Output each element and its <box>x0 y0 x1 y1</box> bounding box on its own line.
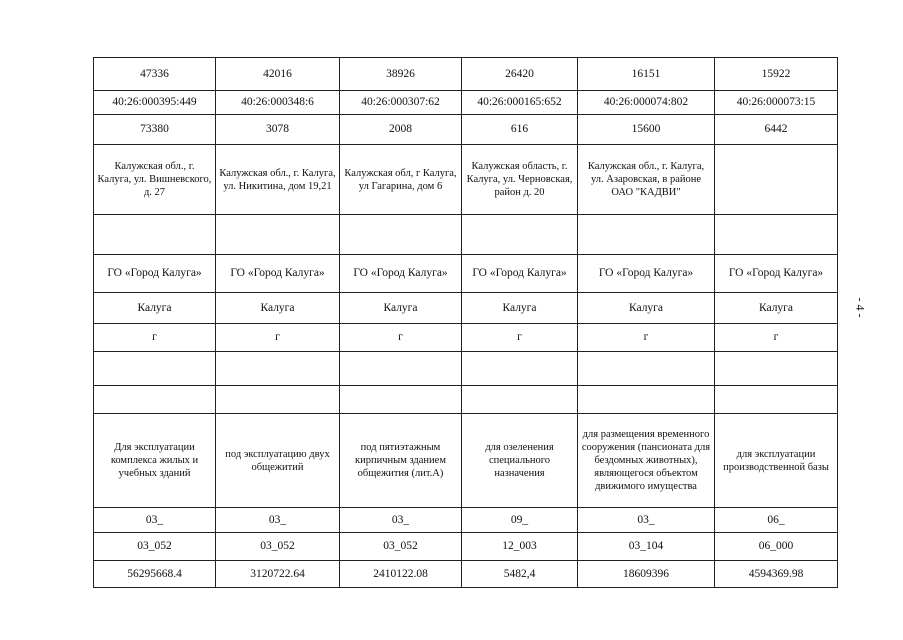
city: Калуга <box>94 293 216 324</box>
city: Калуга <box>578 293 715 324</box>
table-row-code1 <box>94 508 838 533</box>
empty-cell <box>715 386 838 414</box>
permitted-use: для эксплуатации производственной базы <box>715 414 838 508</box>
use-code: 03_ <box>578 508 715 533</box>
area-value: 6442 <box>715 115 838 145</box>
permitted-use: под эксплуатацию двух общежитий <box>216 414 340 508</box>
table-row-value <box>94 561 838 588</box>
settlement-type: г <box>216 324 340 352</box>
municipality: ГО «Город Калуга» <box>462 255 578 293</box>
table-row-type <box>94 324 838 352</box>
empty-cell <box>715 352 838 386</box>
city: Калуга <box>216 293 340 324</box>
empty-cell <box>340 386 462 414</box>
use-subcode: 06_000 <box>715 533 838 561</box>
table-row-use <box>94 414 838 508</box>
cadastral-value: 18609396 <box>578 561 715 588</box>
table-row-code2 <box>94 533 838 561</box>
cadastral-value: 4594369.98 <box>715 561 838 588</box>
empty-cell <box>94 352 216 386</box>
area-value: 2008 <box>340 115 462 145</box>
record-number: 38926 <box>340 58 462 91</box>
use-code: 03_ <box>94 508 216 533</box>
empty-cell <box>340 215 462 255</box>
address: Калужская обл, г Калуга, ул Гагарина, дом 6 <box>340 145 462 215</box>
use-code: 06_ <box>715 508 838 533</box>
permitted-use: Для эксплуатации комплекса жилых и учебных зданий <box>94 414 216 508</box>
cadastral-value: 2410122.08 <box>340 561 462 588</box>
cadastral-number: 40:26:000348:6 <box>216 91 340 115</box>
settlement-type: г <box>578 324 715 352</box>
empty-cell <box>578 386 715 414</box>
municipality: ГО «Город Калуга» <box>94 255 216 293</box>
record-number: 42016 <box>216 58 340 91</box>
table-row-city <box>94 293 838 324</box>
cadastral-number: 40:26:000395:449 <box>94 91 216 115</box>
table-row-n <box>94 58 838 91</box>
permitted-use: для размещения временного сооружения (пансионата для бездомных животных), являющегося объектом движимого имущества <box>578 414 715 508</box>
cadastral-value: 56295668.4 <box>94 561 216 588</box>
record-number: 15922 <box>715 58 838 91</box>
use-subcode: 12_003 <box>462 533 578 561</box>
permitted-use: под пятиэтажным кирпичным зданием общежития (лит.А) <box>340 414 462 508</box>
address: Калужская обл., г. Калуга, ул. Никитина, дом 19,21 <box>216 145 340 215</box>
address: Калужская обл., г. Калуга, ул. Азаровская, в районе ОАО "КАДВИ" <box>578 145 715 215</box>
city: Калуга <box>715 293 838 324</box>
table-row-blank1 <box>94 215 838 255</box>
area-value: 3078 <box>216 115 340 145</box>
address: Калужская область, г. Калуга, ул. Черновская, район д. 20 <box>462 145 578 215</box>
settlement-type: г <box>715 324 838 352</box>
settlement-type: г <box>462 324 578 352</box>
empty-cell <box>94 386 216 414</box>
area-value: 15600 <box>578 115 715 145</box>
record-number: 26420 <box>462 58 578 91</box>
empty-cell <box>462 386 578 414</box>
cadastral-number: 40:26:000165:652 <box>462 91 578 115</box>
use-code: 09_ <box>462 508 578 533</box>
use-subcode: 03_052 <box>94 533 216 561</box>
use-code: 03_ <box>340 508 462 533</box>
municipality: ГО «Город Калуга» <box>340 255 462 293</box>
empty-cell <box>578 352 715 386</box>
empty-cell <box>216 215 340 255</box>
empty-cell <box>94 215 216 255</box>
area-value: 73380 <box>94 115 216 145</box>
empty-cell <box>462 215 578 255</box>
cadastral-value: 3120722.64 <box>216 561 340 588</box>
empty-cell <box>216 352 340 386</box>
use-subcode: 03_052 <box>340 533 462 561</box>
table-row-blank3 <box>94 386 838 414</box>
table-row-area <box>94 115 838 145</box>
permitted-use: для озеленения специального назначения <box>462 414 578 508</box>
address: Калужская обл., г. Калуга, ул. Вишневского, д. 27 <box>94 145 216 215</box>
municipality: ГО «Город Калуга» <box>578 255 715 293</box>
municipality: ГО «Город Калуга» <box>216 255 340 293</box>
empty-cell <box>462 352 578 386</box>
empty-cell <box>578 215 715 255</box>
empty-cell <box>715 215 838 255</box>
area-value: 616 <box>462 115 578 145</box>
municipality: ГО «Город Калуга» <box>715 255 838 293</box>
empty-cell <box>216 386 340 414</box>
cadastral-number: 40:26:000073:15 <box>715 91 838 115</box>
cadastral-table <box>93 57 838 588</box>
table-row-blank2 <box>94 352 838 386</box>
address <box>715 145 838 215</box>
cadastral-number: 40:26:000074:802 <box>578 91 715 115</box>
settlement-type: г <box>94 324 216 352</box>
city: Калуга <box>340 293 462 324</box>
use-subcode: 03_052 <box>216 533 340 561</box>
table-row-cad <box>94 91 838 115</box>
record-number: 16151 <box>578 58 715 91</box>
page-number: - 4 - <box>853 297 868 318</box>
city: Калуга <box>462 293 578 324</box>
use-code: 03_ <box>216 508 340 533</box>
empty-cell <box>340 352 462 386</box>
table-row-addr <box>94 145 838 215</box>
use-subcode: 03_104 <box>578 533 715 561</box>
settlement-type: г <box>340 324 462 352</box>
record-number: 47336 <box>94 58 216 91</box>
table-row-mo <box>94 255 838 293</box>
cadastral-value: 5482,4 <box>462 561 578 588</box>
cadastral-number: 40:26:000307:62 <box>340 91 462 115</box>
